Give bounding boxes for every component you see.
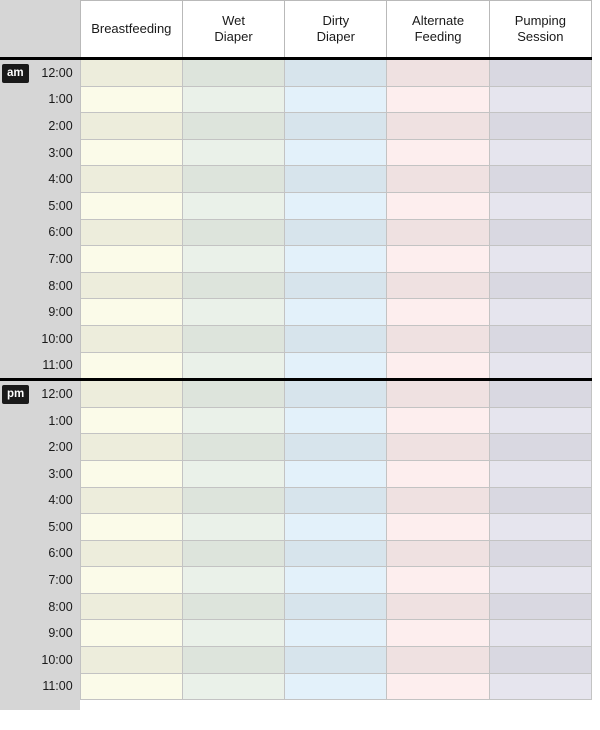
period-badge-label	[2, 180, 12, 183]
column-header-alternate-feeding	[387, 1, 489, 59]
cell-breastfeeding[interactable]	[80, 380, 182, 408]
cell-breastfeeding[interactable]	[80, 325, 182, 352]
cell-dirty-diaper[interactable]	[285, 540, 387, 567]
cell-pumping-session[interactable]	[489, 647, 591, 674]
cell-pumping-session[interactable]	[489, 514, 591, 541]
cell-wet-diaper[interactable]	[182, 380, 284, 408]
row-time-label: 10:00	[30, 325, 80, 352]
period-badge-label	[2, 448, 12, 451]
table-row	[0, 113, 592, 140]
cell-alternate-feeding[interactable]	[387, 487, 489, 514]
row-time-label: 11:00	[30, 352, 80, 380]
cell-pumping-session[interactable]	[489, 434, 591, 461]
table-row	[0, 673, 592, 700]
cell-pumping-session[interactable]	[489, 192, 591, 219]
row-time-label: 8:00	[30, 272, 80, 299]
period-badge-label: pm	[2, 385, 29, 404]
cell-breastfeeding[interactable]	[80, 86, 182, 113]
column-header-wet-diaper-line1: Wet	[222, 12, 245, 28]
cell-wet-diaper[interactable]	[182, 219, 284, 246]
cell-breastfeeding[interactable]	[80, 620, 182, 647]
table-row	[0, 540, 592, 567]
cell-pumping-session[interactable]	[489, 540, 591, 567]
cell-wet-diaper[interactable]	[182, 460, 284, 487]
period-badge-label: am	[2, 64, 29, 83]
column-header-wet-diaper-line2: Diaper	[214, 29, 253, 44]
period-badge-empty	[0, 299, 30, 326]
cell-wet-diaper[interactable]	[182, 540, 284, 567]
table-row	[0, 593, 592, 620]
table-row	[0, 166, 592, 193]
period-badge-empty	[0, 166, 30, 193]
column-header-pumping-session	[489, 1, 591, 59]
cell-breastfeeding[interactable]	[80, 460, 182, 487]
column-header-breastfeeding	[80, 1, 182, 59]
cell-pumping-session[interactable]	[489, 407, 591, 434]
cell-alternate-feeding[interactable]	[387, 434, 489, 461]
cell-wet-diaper[interactable]	[182, 192, 284, 219]
cell-pumping-session[interactable]	[489, 113, 591, 140]
row-time-label: 7:00	[30, 246, 80, 273]
column-header-breastfeeding-label: Breastfeeding	[91, 20, 172, 36]
cell-wet-diaper[interactable]	[182, 434, 284, 461]
cell-pumping-session[interactable]	[489, 272, 591, 299]
row-time-label: 7:00	[30, 567, 80, 594]
table-row	[0, 325, 592, 352]
period-badge-label	[2, 475, 12, 478]
period-badge-label	[2, 207, 12, 210]
cell-wet-diaper[interactable]	[182, 86, 284, 113]
period-badge-label	[2, 154, 12, 157]
period-badge-label	[2, 260, 12, 263]
cell-wet-diaper[interactable]	[182, 59, 284, 87]
period-badge-pm	[0, 380, 30, 408]
cell-breastfeeding[interactable]	[80, 647, 182, 674]
period-badge-empty	[0, 325, 30, 352]
period-badge-empty	[0, 593, 30, 620]
period-badge-empty	[0, 487, 30, 514]
cell-dirty-diaper[interactable]	[285, 514, 387, 541]
cell-dirty-diaper[interactable]	[285, 567, 387, 594]
period-badge-empty	[0, 352, 30, 380]
table-row	[0, 460, 592, 487]
table-row	[0, 514, 592, 541]
period-badge-label	[2, 661, 12, 664]
cell-breastfeeding[interactable]	[80, 407, 182, 434]
cell-dirty-diaper[interactable]	[285, 166, 387, 193]
cell-dirty-diaper[interactable]	[285, 325, 387, 352]
cell-alternate-feeding[interactable]	[387, 192, 489, 219]
cell-alternate-feeding[interactable]	[387, 272, 489, 299]
period-badge-empty	[0, 647, 30, 674]
cell-breastfeeding[interactable]	[80, 219, 182, 246]
cell-alternate-feeding[interactable]	[387, 407, 489, 434]
cell-wet-diaper[interactable]	[182, 246, 284, 273]
table-row	[0, 407, 592, 434]
cell-breastfeeding[interactable]	[80, 272, 182, 299]
cell-pumping-session[interactable]	[489, 567, 591, 594]
table-row	[0, 246, 592, 273]
row-time-label: 2:00	[30, 434, 80, 461]
header-ampm-spacer	[0, 1, 30, 59]
cell-pumping-session[interactable]	[489, 487, 591, 514]
cell-wet-diaper[interactable]	[182, 325, 284, 352]
cell-pumping-session[interactable]	[489, 219, 591, 246]
cell-wet-diaper[interactable]	[182, 620, 284, 647]
header-time-spacer	[30, 1, 80, 59]
cell-pumping-session[interactable]	[489, 352, 591, 380]
cell-dirty-diaper[interactable]	[285, 113, 387, 140]
cell-breastfeeding[interactable]	[80, 192, 182, 219]
table-row	[0, 567, 592, 594]
row-time-label: 11:00	[30, 673, 80, 700]
cell-alternate-feeding[interactable]	[387, 514, 489, 541]
cell-pumping-session[interactable]	[489, 246, 591, 273]
row-time-label: 12:00	[30, 59, 80, 87]
row-time-label: 1:00	[30, 407, 80, 434]
period-badge-empty	[0, 620, 30, 647]
cell-breastfeeding[interactable]	[80, 113, 182, 140]
period-badge-label	[2, 608, 12, 611]
period-badge-empty	[0, 407, 30, 434]
period-badge-empty	[0, 219, 30, 246]
period-badge-label	[2, 687, 12, 690]
row-time-label: 9:00	[30, 620, 80, 647]
cell-pumping-session[interactable]	[489, 593, 591, 620]
period-badge-empty	[0, 434, 30, 461]
row-time-label: 6:00	[30, 219, 80, 246]
cell-dirty-diaper[interactable]	[285, 139, 387, 166]
cell-wet-diaper[interactable]	[182, 673, 284, 700]
column-header-dirty-diaper	[285, 1, 387, 59]
cell-wet-diaper[interactable]	[182, 647, 284, 674]
cell-breastfeeding[interactable]	[80, 139, 182, 166]
period-badge-empty	[0, 460, 30, 487]
cell-breastfeeding[interactable]	[80, 352, 182, 380]
cell-wet-diaper[interactable]	[182, 352, 284, 380]
cell-breastfeeding[interactable]	[80, 166, 182, 193]
table-row	[0, 620, 592, 647]
cell-alternate-feeding[interactable]	[387, 299, 489, 326]
cell-alternate-feeding[interactable]	[387, 325, 489, 352]
period-badge-empty	[0, 514, 30, 541]
column-header-dirty-diaper-line2: Diaper	[316, 29, 355, 44]
cell-pumping-session[interactable]	[489, 673, 591, 700]
column-header-pumping-session-line2: Session	[517, 29, 564, 44]
cell-breastfeeding[interactable]	[80, 567, 182, 594]
cell-breastfeeding[interactable]	[80, 514, 182, 541]
cell-dirty-diaper[interactable]	[285, 86, 387, 113]
row-time-label: 2:00	[30, 113, 80, 140]
table-row	[0, 299, 592, 326]
column-header-wet-diaper	[182, 1, 284, 59]
row-time-label: 12:00	[30, 380, 80, 408]
column-header-alternate-feeding-line1: Alternate	[412, 12, 465, 28]
cell-breastfeeding[interactable]	[80, 59, 182, 87]
cell-alternate-feeding[interactable]	[387, 380, 489, 408]
period-badge-empty	[0, 86, 30, 113]
period-badge-empty	[0, 272, 30, 299]
table-row	[0, 219, 592, 246]
row-time-label: 3:00	[30, 460, 80, 487]
period-badge-label	[2, 634, 12, 637]
column-header-dirty-diaper-line1: Dirty	[322, 12, 350, 28]
cell-alternate-feeding[interactable]	[387, 567, 489, 594]
table-row	[0, 59, 592, 87]
cell-dirty-diaper[interactable]	[285, 460, 387, 487]
period-badge-label	[2, 287, 12, 290]
cell-dirty-diaper[interactable]	[285, 272, 387, 299]
cell-dirty-diaper[interactable]	[285, 59, 387, 87]
cell-wet-diaper[interactable]	[182, 593, 284, 620]
period-badge-label	[2, 127, 12, 130]
table-header	[0, 1, 592, 59]
cell-alternate-feeding[interactable]	[387, 86, 489, 113]
cell-alternate-feeding[interactable]	[387, 166, 489, 193]
table-row	[0, 487, 592, 514]
cell-wet-diaper[interactable]	[182, 487, 284, 514]
period-badge-empty	[0, 113, 30, 140]
row-time-label: 4:00	[30, 487, 80, 514]
period-badge-empty	[0, 540, 30, 567]
period-badge-label	[2, 313, 12, 316]
cell-dirty-diaper[interactable]	[285, 380, 387, 408]
cell-dirty-diaper[interactable]	[285, 647, 387, 674]
cell-breastfeeding[interactable]	[80, 299, 182, 326]
cell-dirty-diaper[interactable]	[285, 192, 387, 219]
row-time-label: 5:00	[30, 514, 80, 541]
cell-dirty-diaper[interactable]	[285, 620, 387, 647]
cell-alternate-feeding[interactable]	[387, 352, 489, 380]
cell-pumping-session[interactable]	[489, 166, 591, 193]
cell-alternate-feeding[interactable]	[387, 620, 489, 647]
row-time-label: 8:00	[30, 593, 80, 620]
cell-wet-diaper[interactable]	[182, 139, 284, 166]
cell-pumping-session[interactable]	[489, 86, 591, 113]
cell-alternate-feeding[interactable]	[387, 59, 489, 87]
table-row	[0, 647, 592, 674]
period-badge-empty	[0, 192, 30, 219]
page-bottom-margin	[0, 710, 600, 730]
period-badge-am	[0, 59, 30, 87]
period-badge-label	[2, 528, 12, 531]
period-badge-label	[2, 422, 12, 425]
cell-wet-diaper[interactable]	[182, 514, 284, 541]
table-row	[0, 380, 592, 408]
cell-wet-diaper[interactable]	[182, 272, 284, 299]
period-badge-label	[2, 233, 12, 236]
cell-breastfeeding[interactable]	[80, 540, 182, 567]
row-time-label: 9:00	[30, 299, 80, 326]
cell-breastfeeding[interactable]	[80, 246, 182, 273]
table-row	[0, 352, 592, 380]
cell-dirty-diaper[interactable]	[285, 299, 387, 326]
cell-alternate-feeding[interactable]	[387, 246, 489, 273]
cell-dirty-diaper[interactable]	[285, 246, 387, 273]
table-row	[0, 434, 592, 461]
cell-alternate-feeding[interactable]	[387, 460, 489, 487]
cell-dirty-diaper[interactable]	[285, 219, 387, 246]
cell-pumping-session[interactable]	[489, 59, 591, 87]
period-badge-label	[2, 100, 12, 103]
row-time-label: 3:00	[30, 139, 80, 166]
cell-breastfeeding[interactable]	[80, 593, 182, 620]
cell-pumping-session[interactable]	[489, 380, 591, 408]
column-header-pumping-session-line1: Pumping	[514, 12, 566, 28]
table-row	[0, 86, 592, 113]
table-row	[0, 139, 592, 166]
cell-pumping-session[interactable]	[489, 139, 591, 166]
row-time-label: 10:00	[30, 647, 80, 674]
cell-dirty-diaper[interactable]	[285, 352, 387, 380]
cell-wet-diaper[interactable]	[182, 567, 284, 594]
cell-alternate-feeding[interactable]	[387, 219, 489, 246]
cell-wet-diaper[interactable]	[182, 299, 284, 326]
cell-wet-diaper[interactable]	[182, 113, 284, 140]
period-badge-label	[2, 340, 12, 343]
cell-alternate-feeding[interactable]	[387, 540, 489, 567]
cell-wet-diaper[interactable]	[182, 407, 284, 434]
cell-wet-diaper[interactable]	[182, 166, 284, 193]
cell-dirty-diaper[interactable]	[285, 407, 387, 434]
cell-breastfeeding[interactable]	[80, 434, 182, 461]
period-badge-label	[2, 581, 12, 584]
cell-dirty-diaper[interactable]	[285, 673, 387, 700]
period-badge-empty	[0, 139, 30, 166]
row-time-label: 1:00	[30, 86, 80, 113]
table-row	[0, 192, 592, 219]
period-badge-label	[2, 501, 12, 504]
cell-dirty-diaper[interactable]	[285, 487, 387, 514]
period-badge-empty	[0, 673, 30, 700]
header-row	[0, 1, 592, 59]
row-time-label: 6:00	[30, 540, 80, 567]
row-time-label: 5:00	[30, 192, 80, 219]
period-badge-empty	[0, 567, 30, 594]
period-badge-label	[2, 554, 12, 557]
cell-dirty-diaper[interactable]	[285, 593, 387, 620]
cell-pumping-session[interactable]	[489, 460, 591, 487]
cell-dirty-diaper[interactable]	[285, 434, 387, 461]
period-badge-empty	[0, 246, 30, 273]
cell-breastfeeding[interactable]	[80, 673, 182, 700]
column-header-alternate-feeding-line2: Feeding	[414, 29, 462, 44]
cell-pumping-session[interactable]	[489, 325, 591, 352]
cell-breastfeeding[interactable]	[80, 487, 182, 514]
cell-alternate-feeding[interactable]	[387, 113, 489, 140]
cell-alternate-feeding[interactable]	[387, 139, 489, 166]
table-row	[0, 272, 592, 299]
cell-alternate-feeding[interactable]	[387, 593, 489, 620]
cell-alternate-feeding[interactable]	[387, 647, 489, 674]
cell-alternate-feeding[interactable]	[387, 673, 489, 700]
period-badge-label	[2, 366, 12, 369]
cell-pumping-session[interactable]	[489, 299, 591, 326]
cell-pumping-session[interactable]	[489, 620, 591, 647]
row-time-label: 4:00	[30, 166, 80, 193]
table-body	[0, 59, 592, 700]
